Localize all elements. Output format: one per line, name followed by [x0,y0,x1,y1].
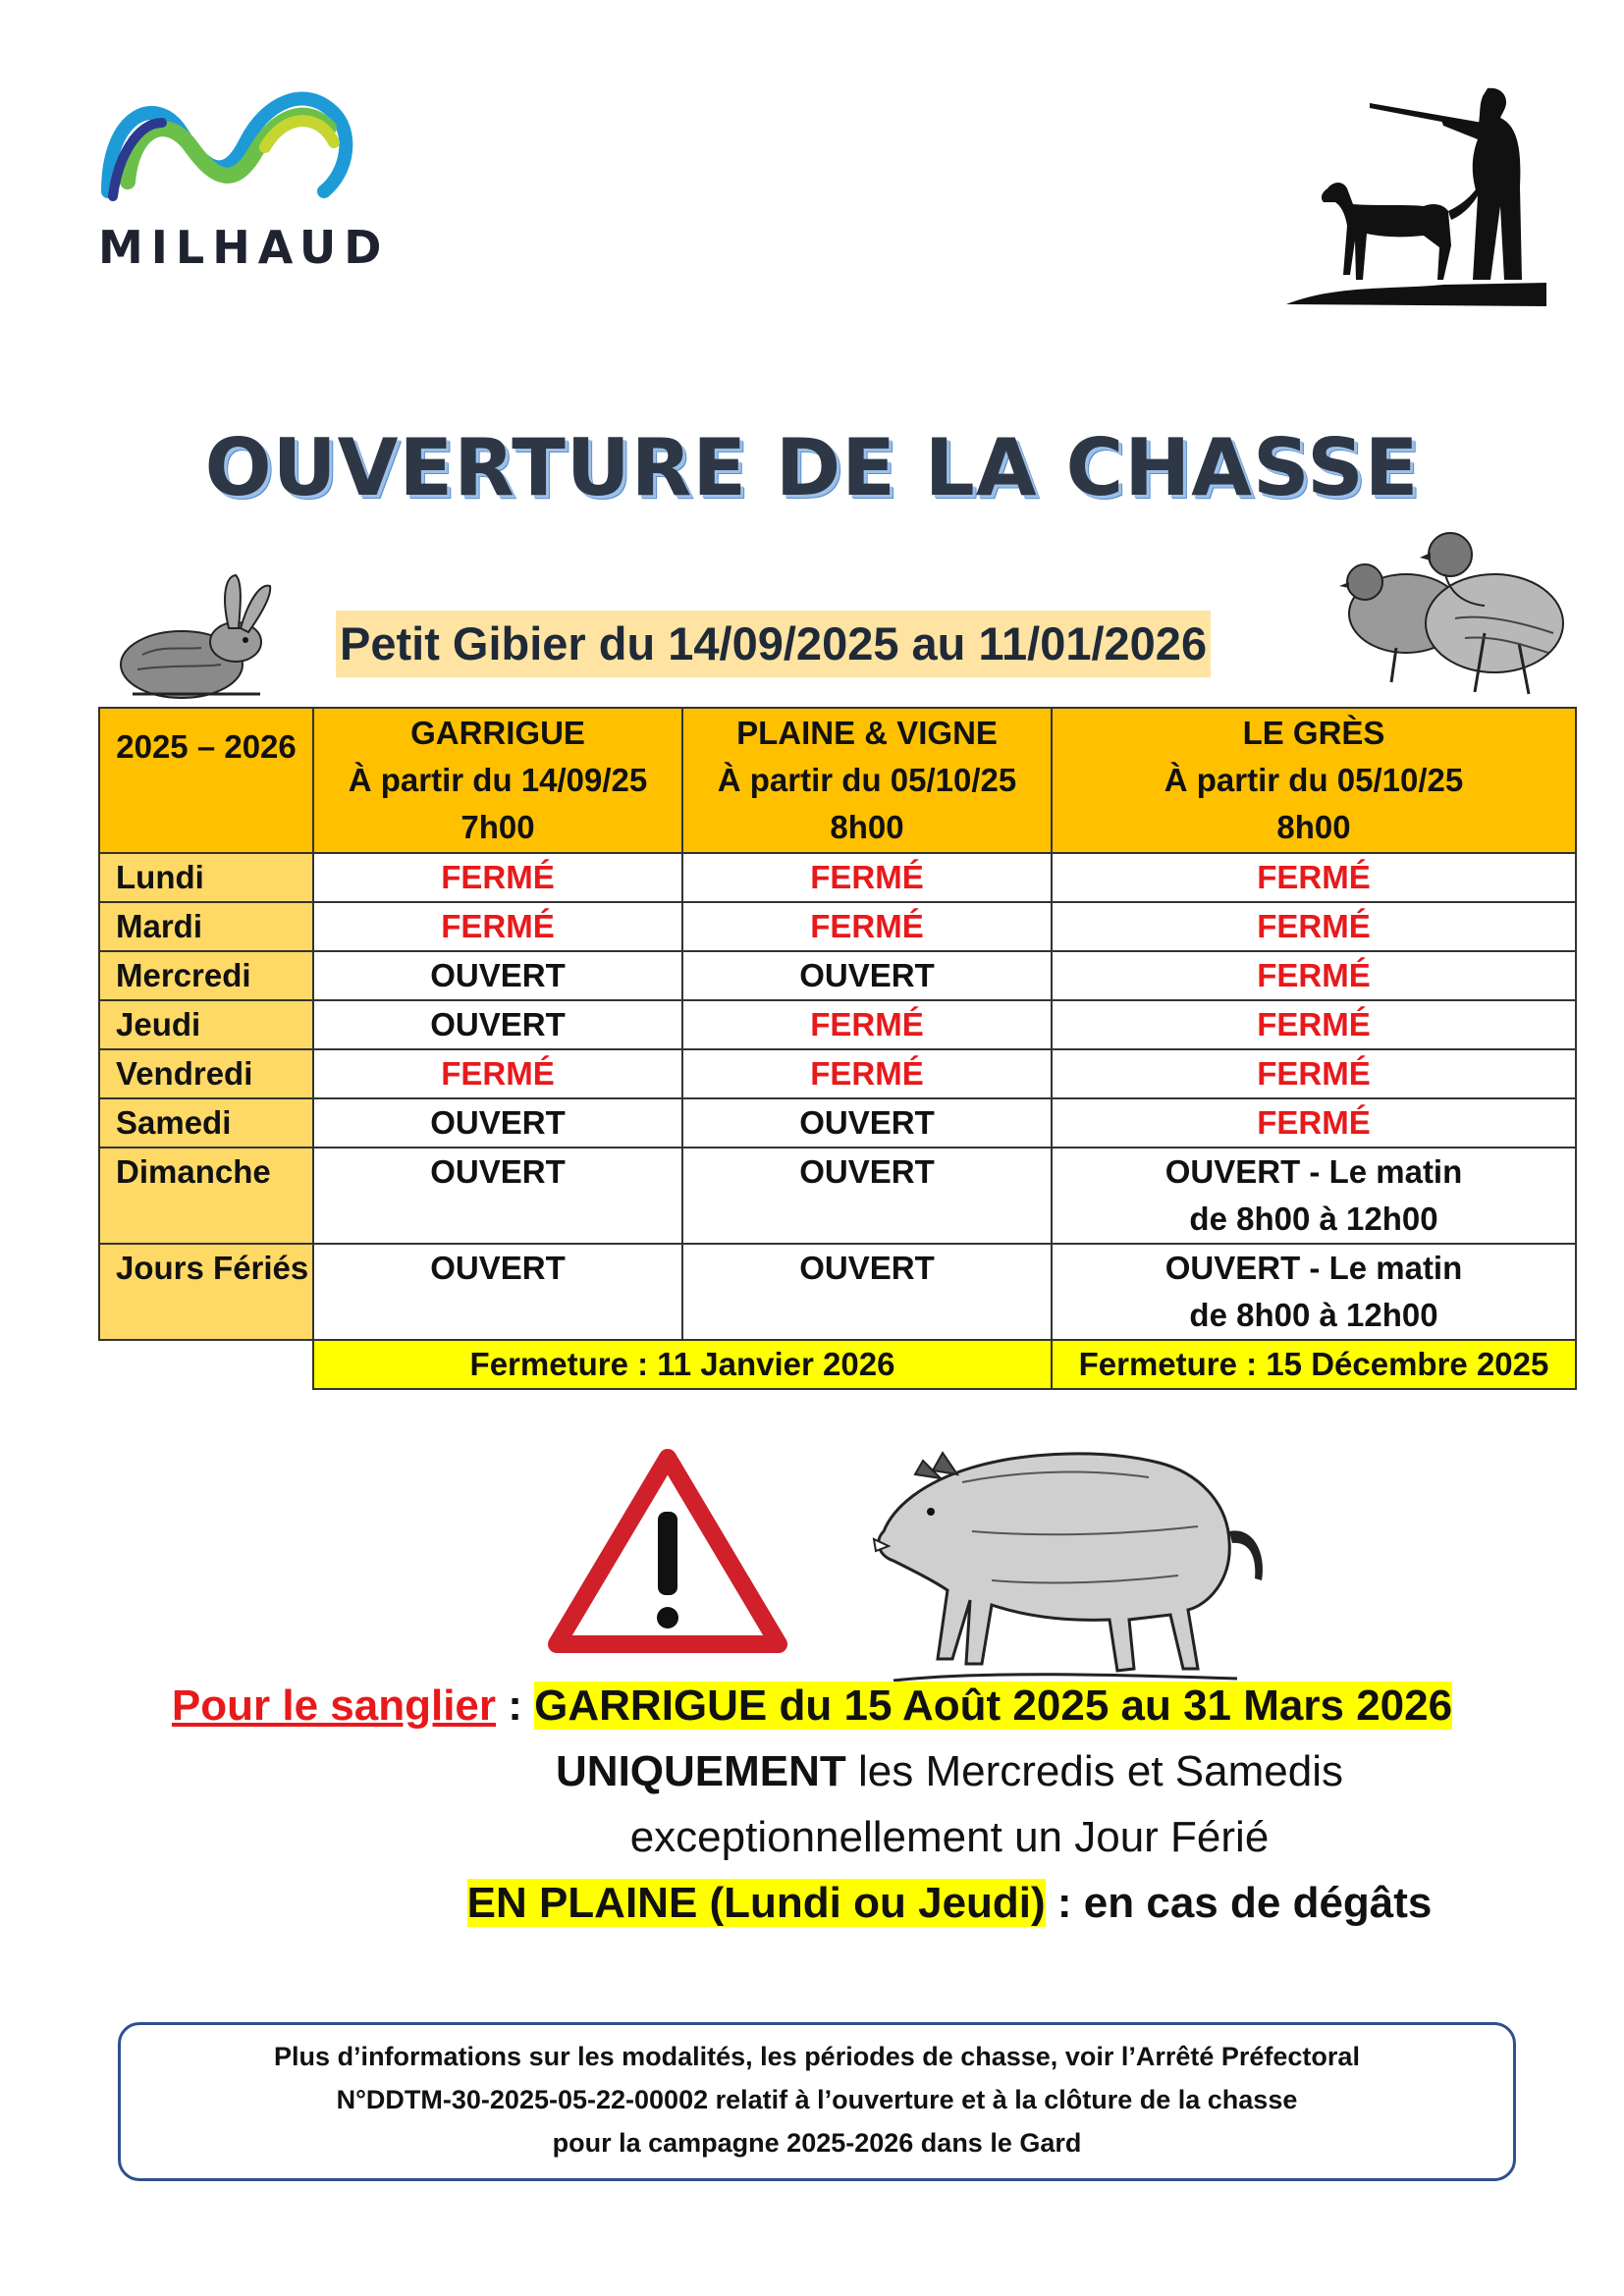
hunting-schedule-table [98,707,1577,1390]
status-cell-morning: OUVERT - Le matin de 8h00 à 12h00 [1052,1244,1576,1340]
info-box: Plus d’informations sur les modalités, les périodes de chasse, voir l’Arrêté Préfectoral N°DDTM-30-2025-05-22-00002 relatif à l’ouverture et à la clôture de la chasse pour la campagne 2025-2026 dans le Gard [118,2022,1516,2181]
logo-text: MILHAUD [98,221,390,274]
day-label: Mardi [99,902,313,951]
day-label: Vendredi [99,1049,313,1098]
table-row [99,951,1576,1000]
status-cell: OUVERT [313,951,682,1000]
day-label: Mercredi [99,951,313,1000]
day-label: Dimanche [99,1148,313,1244]
status-cell: FERMÉ [1052,902,1576,951]
table-row [99,1148,1576,1244]
status-cell: FERMÉ [682,902,1052,951]
boar-plain-line: EN PLAINE (Lundi ou Jeudi) : en cas de dégâts [466,1879,1433,1927]
status-cell: FERMÉ [1052,1000,1576,1049]
status-cell: FERMÉ [682,853,1052,902]
table-header-row [99,708,1576,853]
table-row [99,1244,1576,1340]
table-row [99,902,1576,951]
day-label: Samedi [99,1098,313,1148]
status-cell: OUVERT [313,1098,682,1148]
closing-date-garrigue-plaine: Fermeture : 11 Janvier 2026 [313,1340,1052,1389]
status-cell: FERMÉ [1052,853,1576,902]
status-cell: OUVERT [313,1244,682,1340]
partridges-icon [1337,525,1583,707]
boar-label: Pour le sanglier [171,1682,497,1730]
status-cell: FERMÉ [682,1049,1052,1098]
small-game-period: Petit Gibier du 14/09/2025 au 11/01/2026 [336,611,1211,677]
status-cell: OUVERT [682,1148,1052,1244]
wild-boar-icon [864,1414,1296,1698]
day-label: Jeudi [99,1000,313,1049]
column-header-garrigue: GARRIGUE À partir du 14/09/25 7h00 [313,708,682,853]
day-label: Jours Fériés [99,1244,313,1340]
boar-days-line: UNIQUEMENT les Mercredis et Samedis [556,1747,1343,1795]
rabbit-icon [113,571,285,704]
status-cell: OUVERT [682,1098,1052,1148]
page-title: OUVERTURE DE LA CHASSE [204,422,1420,513]
hunter-with-dog-icon [1276,79,1551,314]
table-row [99,853,1576,902]
status-cell: FERMÉ [1052,1049,1576,1098]
status-cell: FERMÉ [313,1049,682,1098]
boar-exception-line: exceptionnellement un Jour Férié [629,1813,1270,1861]
status-cell: FERMÉ [313,853,682,902]
status-cell: FERMÉ [682,1000,1052,1049]
logo-wave-icon [88,74,403,221]
column-header-plaine-vigne: PLAINE & VIGNE À partir du 05/10/25 8h00 [682,708,1052,853]
status-cell: FERMÉ [313,902,682,951]
milhaud-logo [88,74,403,274]
status-cell-morning: OUVERT - Le matin de 8h00 à 12h00 [1052,1148,1576,1244]
warning-icon [545,1443,790,1659]
status-cell: OUVERT [682,951,1052,1000]
closing-row [99,1340,1576,1389]
closing-date-le-gres: Fermeture : 15 Décembre 2025 [1052,1340,1576,1389]
status-cell: FERMÉ [1052,951,1576,1000]
table-row [99,1049,1576,1098]
table-row [99,1000,1576,1049]
status-cell: OUVERT [682,1244,1052,1340]
boar-period: GARRIGUE du 15 Août 2025 au 31 Mars 2026 [534,1682,1453,1730]
status-cell: OUVERT [313,1000,682,1049]
status-cell: FERMÉ [1052,1098,1576,1148]
season-label: 2025 – 2026 [99,708,313,853]
table-row [99,1098,1576,1148]
boar-period-line: Pour le sanglier : GARRIGUE du 15 Août 2025 au 31 Mars 2026 [171,1682,1453,1730]
day-label: Lundi [99,853,313,902]
column-header-le-gres: LE GRÈS À partir du 05/10/25 8h00 [1052,708,1576,853]
status-cell: OUVERT [313,1148,682,1244]
